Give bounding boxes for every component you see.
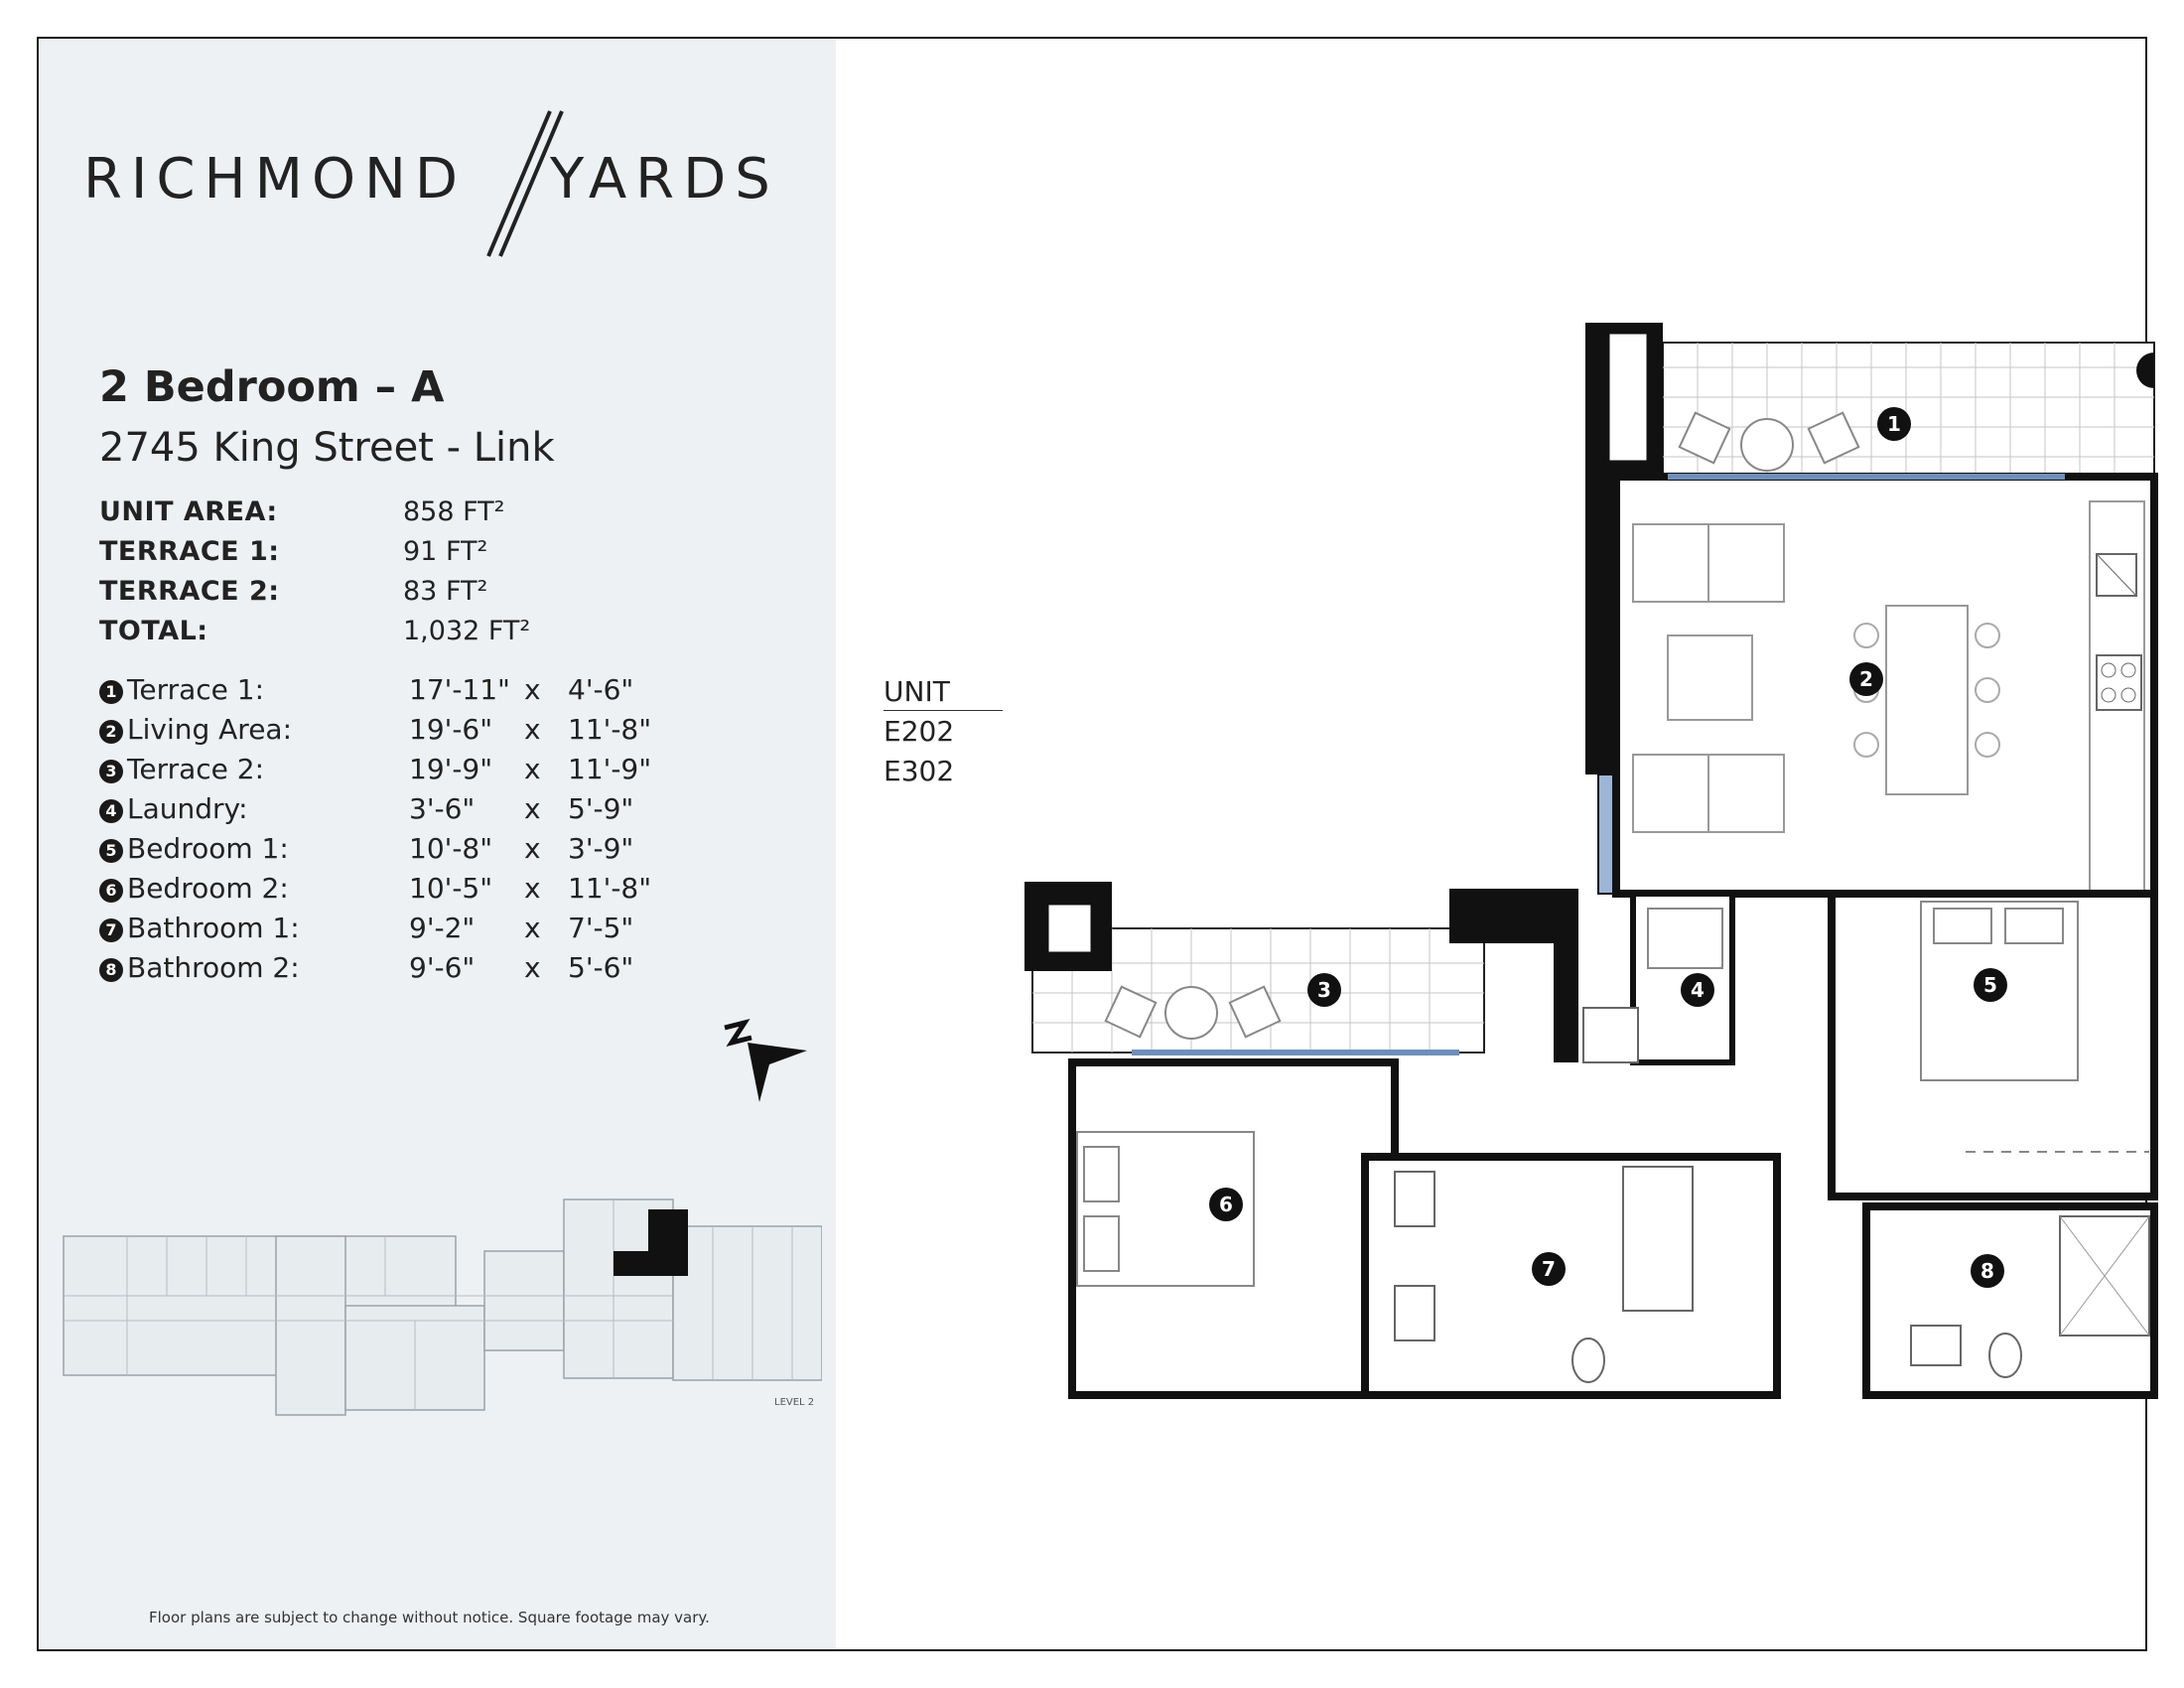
room-width: 10'-5" [409, 872, 493, 905]
room-marker-1: 1 [1887, 412, 1901, 436]
dim-separator: x [524, 872, 541, 905]
disclaimer: Floor plans are subject to change without notice. Square footage may vary. [149, 1609, 710, 1626]
room-width: 17'-11" [409, 673, 510, 706]
unit-number: E202 [884, 715, 955, 748]
area-row [99, 536, 596, 576]
unit-list-heading: UNIT [884, 675, 1003, 711]
room-length: 11'-8" [568, 713, 652, 746]
room-width: 3'-6" [409, 792, 476, 825]
room-row [99, 832, 715, 872]
room-length: 4'-6" [568, 673, 634, 706]
room-number-badge: 8 [99, 958, 123, 982]
room-width: 9'-2" [409, 912, 476, 944]
area-value: 83 FT² [403, 576, 488, 607]
room-name: Bathroom 2: [127, 951, 300, 984]
room-number-badge: 7 [99, 918, 123, 942]
laundry [1583, 894, 1732, 1062]
unit-address: 2745 King Street - Link [99, 425, 555, 471]
area-value: 91 FT² [403, 536, 488, 567]
room-row [99, 912, 715, 951]
room-name: Terrace 2: [127, 753, 265, 785]
room-number-badge: 4 [99, 799, 123, 823]
room-name: Laundry: [127, 792, 248, 825]
room-length: 5'-6" [568, 951, 634, 984]
brand-left: RICHMOND [83, 147, 468, 211]
room-length: 3'-9" [568, 832, 634, 865]
room-name: Terrace 1: [127, 673, 265, 706]
room-row [99, 872, 715, 912]
area-table [99, 496, 596, 655]
room-marker-2: 2 [1859, 667, 1873, 691]
terrace-1 [1663, 343, 2154, 477]
room-number-badge: 5 [99, 839, 123, 863]
room-row [99, 753, 715, 792]
room-width: 19'-9" [409, 753, 493, 785]
bathroom-1 [1365, 1157, 1777, 1395]
bathroom-2 [1866, 1206, 2154, 1395]
living-area [1616, 477, 2154, 894]
floor-plan [1013, 308, 2164, 1400]
dim-separator: x [524, 792, 541, 825]
room-row [99, 673, 715, 713]
room-width: 19'-6" [409, 713, 493, 746]
room-number-badge: 3 [99, 760, 123, 783]
room-marker-8: 8 [1980, 1259, 1994, 1283]
brand-right: YARDS [550, 147, 779, 211]
room-length: 11'-9" [568, 753, 652, 785]
area-row [99, 496, 596, 536]
area-label: TERRACE 1: [99, 536, 280, 567]
area-value: 1,032 FT² [403, 616, 531, 646]
dim-separator: x [524, 753, 541, 785]
room-marker-7: 7 [1542, 1257, 1556, 1281]
bedroom-1 [1832, 894, 2154, 1196]
area-label: UNIT AREA: [99, 496, 278, 527]
room-width: 10'-8" [409, 832, 493, 865]
room-row [99, 951, 715, 991]
room-length: 7'-5" [568, 912, 634, 944]
key-plan [58, 1192, 822, 1420]
room-name: Living Area: [127, 713, 293, 746]
area-row [99, 616, 596, 655]
dim-separator: x [524, 951, 541, 984]
brand-logo [83, 109, 798, 258]
terrace-2 [1024, 882, 1578, 1062]
room-row [99, 792, 715, 832]
north-arrow-icon [720, 1013, 809, 1102]
room-width: 9'-6" [409, 951, 476, 984]
unit-number: E302 [884, 755, 955, 787]
area-row [99, 576, 596, 616]
room-dimensions [99, 673, 715, 991]
dim-separator: x [524, 912, 541, 944]
room-length: 5'-9" [568, 792, 634, 825]
room-number-badge: 1 [99, 680, 123, 704]
area-value: 858 FT² [403, 496, 505, 527]
room-row [99, 713, 715, 753]
unit-title: 2 Bedroom – A [99, 362, 445, 412]
room-name: Bedroom 1: [127, 832, 289, 865]
room-name: Bathroom 1: [127, 912, 300, 944]
dim-separator: x [524, 713, 541, 746]
dim-separator: x [524, 673, 541, 706]
room-length: 11'-8" [568, 872, 652, 905]
dim-separator: x [524, 832, 541, 865]
area-label: TOTAL: [99, 616, 208, 646]
room-marker-5: 5 [1983, 973, 1997, 997]
room-name: Bedroom 2: [127, 872, 289, 905]
room-marker-3: 3 [1317, 978, 1331, 1002]
room-marker-6: 6 [1219, 1193, 1233, 1216]
room-marker-4: 4 [1691, 978, 1705, 1002]
area-label: TERRACE 2: [99, 576, 280, 607]
key-plan-level: LEVEL 2 [774, 1397, 815, 1408]
room-number-badge: 2 [99, 720, 123, 744]
room-number-badge: 6 [99, 879, 123, 903]
bedroom-2 [1072, 1062, 1395, 1395]
